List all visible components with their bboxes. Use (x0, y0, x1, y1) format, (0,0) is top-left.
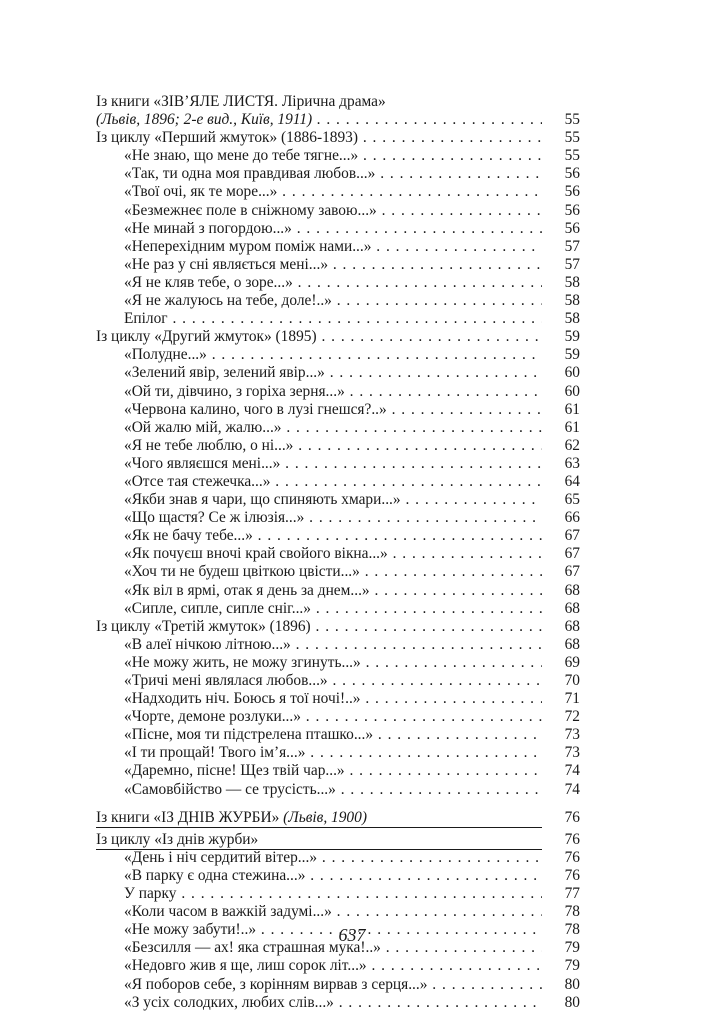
toc-entry (96, 654, 580, 672)
toc-entry-title: Із циклу «Перший жмуток» (1886-1893) . . . (96, 129, 542, 147)
toc-entry (96, 310, 580, 328)
toc-entry (96, 111, 580, 129)
toc-entry-page: 67 (546, 563, 580, 581)
toc-entry-page: 57 (546, 256, 580, 274)
toc-entry-title: «Отсе тая стежечка...» . . . (124, 473, 542, 491)
toc-entry-page: 58 (546, 274, 580, 292)
toc-entry (96, 346, 580, 364)
toc-entry-page: 61 (546, 401, 580, 419)
toc-entry-title: «Ой ти, дівчино, з горіха зерня...» . . . (124, 383, 542, 401)
toc-entry-page: 55 (546, 129, 580, 147)
toc-entry-page: 68 (546, 582, 580, 600)
toc-entry-page: 68 (546, 618, 580, 636)
toc-entry-title: «Безсилля — ах! яка страшная мука!..» . . . (124, 939, 542, 957)
toc-entry-page: 74 (546, 762, 580, 780)
toc-entry (96, 527, 580, 545)
toc-entry-title: «Червона калино, чого в лузі гнешся?..» . . . (124, 401, 542, 419)
toc-entry (96, 582, 580, 600)
toc-entry (96, 274, 580, 292)
toc-entry-page: 60 (546, 364, 580, 382)
toc-entry-page: 73 (546, 726, 580, 744)
toc-entry (96, 165, 580, 183)
toc-entry (96, 690, 580, 708)
toc-entry-page: 74 (546, 781, 580, 799)
toc-entry (96, 364, 580, 382)
toc-entry (96, 437, 580, 455)
toc-entry-page: 76 (546, 809, 580, 827)
toc-entry (96, 867, 580, 885)
toc-entry-page: 56 (546, 202, 580, 220)
toc-entry-title: «Недовго жив я ще, лиш сорок літ...» . . . (124, 957, 542, 975)
toc-entry-title: «Ой жалю мій, жалю...» . . . (124, 419, 542, 437)
toc-entry-page: 61 (546, 419, 580, 437)
toc-entry-page: 62 (546, 437, 580, 455)
toc-entry-title: «Я поборов себе, з корінням вирвав з серця...» . . . (124, 976, 542, 994)
toc-entry-title: «Тричі мені являлася любов...» . . . (124, 672, 542, 690)
toc-entry-title: «Зелений явір, зелений явір...» . . . (124, 364, 542, 382)
toc-entry-title: «Як почуєш вночі край свойого вікна...» . . . (124, 545, 542, 563)
toc-entry (96, 957, 580, 975)
table-of-contents (96, 93, 580, 1012)
toc-entry-page: 73 (546, 744, 580, 762)
toc-entry-title: «Не раз у сні являється мені...» . . . (124, 256, 542, 274)
toc-entry (96, 563, 580, 581)
toc-entry-title: Із циклу «Другий жмуток» (1895) . . . (96, 328, 542, 346)
toc-entry (96, 672, 580, 690)
toc-entry-title: «Коли часом в важкій задумі...» . . . (124, 903, 542, 921)
toc-entry-title: «З усіх солодких, любих слів...» . . . (124, 994, 542, 1012)
toc-entry-page: 71 (546, 690, 580, 708)
toc-entry-title: «Сипле, сипле, сипле сніг...» . . . (124, 600, 542, 618)
toc-entry (96, 238, 580, 256)
toc-entry (96, 781, 580, 799)
toc-entry (96, 509, 580, 527)
toc-entry (96, 762, 580, 780)
toc-entry-page: 55 (546, 111, 580, 129)
toc-entry-page: 65 (546, 491, 580, 509)
toc-entry-title: «І ти прощай! Твого ім’я...» . . . (124, 744, 542, 762)
toc-entry-page: 78 (546, 903, 580, 921)
toc-entry-title: Із книги «ІЗ ДНІВ ЖУРБИ» (Львів, 1900) (96, 809, 542, 828)
toc-entry (96, 885, 580, 903)
toc-entry (96, 473, 580, 491)
toc-entry-title: «Не минай з погордою...» . . . (124, 220, 542, 238)
toc-entry-page: 56 (546, 165, 580, 183)
toc-entry-page: 59 (546, 346, 580, 364)
toc-entry (96, 491, 580, 509)
toc-entry (96, 618, 580, 636)
toc-entry-page: 58 (546, 310, 580, 328)
toc-entry-title: «Не можу жить, не можу згинуть...» . . . (124, 654, 542, 672)
toc-entry (96, 129, 580, 147)
toc-entry-title: «Я не кляв тебе, о зоре...» . . . (124, 274, 542, 292)
toc-entry-page: 76 (546, 867, 580, 885)
publication-info: (Львів, 1900) (283, 808, 367, 826)
toc-entry-title: «Твої очі, як те море...» . . . (124, 183, 542, 201)
toc-entry (96, 809, 580, 827)
toc-entry-page: 67 (546, 545, 580, 563)
toc-entry (96, 994, 580, 1012)
toc-entry-title: «Пісне, моя ти підстрелена пташко...» . . . (124, 726, 542, 744)
toc-entry-title: «Даремно, пісне! Щез твій чар...» . . . (124, 762, 542, 780)
toc-entry (96, 292, 580, 310)
toc-entry (96, 903, 580, 921)
toc-entry-page: 57 (546, 238, 580, 256)
toc-entry-page: 77 (546, 885, 580, 903)
toc-entry-page: 79 (546, 957, 580, 975)
toc-entry-title: «Хоч ти не будеш цвіткою цвісти...» . . . (124, 563, 542, 581)
toc-entry (96, 455, 580, 473)
toc-entry-page: 56 (546, 220, 580, 238)
toc-entry-title: Із книги «ЗІВ’ЯЛЕ ЛИСТЯ. Лірична драма» (96, 93, 386, 110)
toc-entry-page: 67 (546, 527, 580, 545)
toc-entry-title: Із циклу «Третій жмуток» (1896) . . . (96, 618, 542, 636)
toc-entry (96, 545, 580, 563)
toc-entry-title: «Безмежнеє поле в сніжному завою...» . . . (124, 202, 542, 220)
toc-entry (96, 93, 580, 111)
toc-entry-title: «Якби знав я чари, що спиняють хмари...» . . . (124, 491, 542, 509)
toc-entry (96, 708, 580, 726)
toc-entry (96, 419, 580, 437)
toc-entry-title: «В алеї нічкою літною...» . . . (124, 636, 542, 654)
toc-entry (96, 636, 580, 654)
toc-entry-title: «Чорте, демоне розлуки...» . . . (124, 708, 542, 726)
toc-entry-page: 80 (546, 994, 580, 1012)
toc-entry-title: «Що щастя? Се ж ілюзія...» . . . (124, 509, 542, 527)
toc-entry-title: «Не знаю, що мене до тебе тягне...» . . . (124, 147, 542, 165)
toc-entry-title: «Чого являєшся мені...» . . . (124, 455, 542, 473)
toc-entry-page: 69 (546, 654, 580, 672)
toc-entry (96, 976, 580, 994)
toc-entry-page: 58 (546, 292, 580, 310)
toc-entry-page: 59 (546, 328, 580, 346)
toc-entry-title: (Львів, 1896; 2-е вид., Київ, 1911) . . . (96, 111, 542, 129)
toc-entry (96, 849, 580, 867)
toc-entry (96, 256, 580, 274)
toc-entry-title: «Полудне...» . . . (124, 346, 542, 364)
toc-entry-page: 76 (546, 849, 580, 867)
toc-entry (96, 328, 580, 346)
toc-entry (96, 202, 580, 220)
toc-entry-page: 60 (546, 383, 580, 401)
toc-entry-title: «Неперехідним муром поміж нами...» . . . (124, 238, 542, 256)
toc-entry-page: 80 (546, 976, 580, 994)
toc-entry-page: 70 (546, 672, 580, 690)
toc-entry-title: Із циклу «Із днів журби» (96, 831, 542, 850)
toc-entry (96, 383, 580, 401)
toc-entry (96, 183, 580, 201)
toc-entry-title: «Самовбійство — се трусість...» . . . (124, 781, 542, 799)
toc-entry-title: «Я не жалуюсь на тебе, доле!..» . . . (124, 292, 542, 310)
toc-entry-title: «Як віл в ярмі, отак я день за днем...» . . . (124, 582, 542, 600)
toc-entry-title: «Надходить ніч. Боюсь я тої ночі!..» . . . (124, 690, 542, 708)
toc-entry-title: Епілог . . . (124, 310, 542, 328)
toc-entry-page: 72 (546, 708, 580, 726)
toc-entry (96, 147, 580, 165)
toc-entry-title: «Я не тебе люблю, о ні...» . . . (124, 437, 542, 455)
toc-entry-title: «Як не бачу тебе...» . . . (124, 527, 542, 545)
toc-entry-title: «Не можу забути!..» . . . (124, 921, 542, 939)
toc-entry (96, 726, 580, 744)
toc-entry-page: 68 (546, 636, 580, 654)
toc-entry (96, 600, 580, 618)
toc-entry (96, 831, 580, 849)
toc-entry-page: 55 (546, 147, 580, 165)
toc-entry-page: 79 (546, 939, 580, 957)
toc-entry-title: «В парку є одна стежина...» . . . (124, 867, 542, 885)
toc-entry-title: «День і ніч сердитий вітер...» . . . (124, 849, 542, 867)
toc-entry-page: 76 (546, 831, 580, 849)
toc-entry-page: 63 (546, 455, 580, 473)
toc-entry (96, 220, 580, 238)
toc-entry (96, 401, 580, 419)
toc-entry-title: У парку . . . (124, 885, 542, 903)
toc-entry-title: «Так, ти одна моя правдивая любов...» . . . (124, 165, 542, 183)
toc-entry-page: 56 (546, 183, 580, 201)
toc-entry-page: 66 (546, 509, 580, 527)
toc-entry-page: 78 (546, 921, 580, 939)
toc-entry (96, 744, 580, 762)
toc-entry-page: 64 (546, 473, 580, 491)
toc-entry-page: 68 (546, 600, 580, 618)
page-number: 637 (338, 925, 366, 945)
